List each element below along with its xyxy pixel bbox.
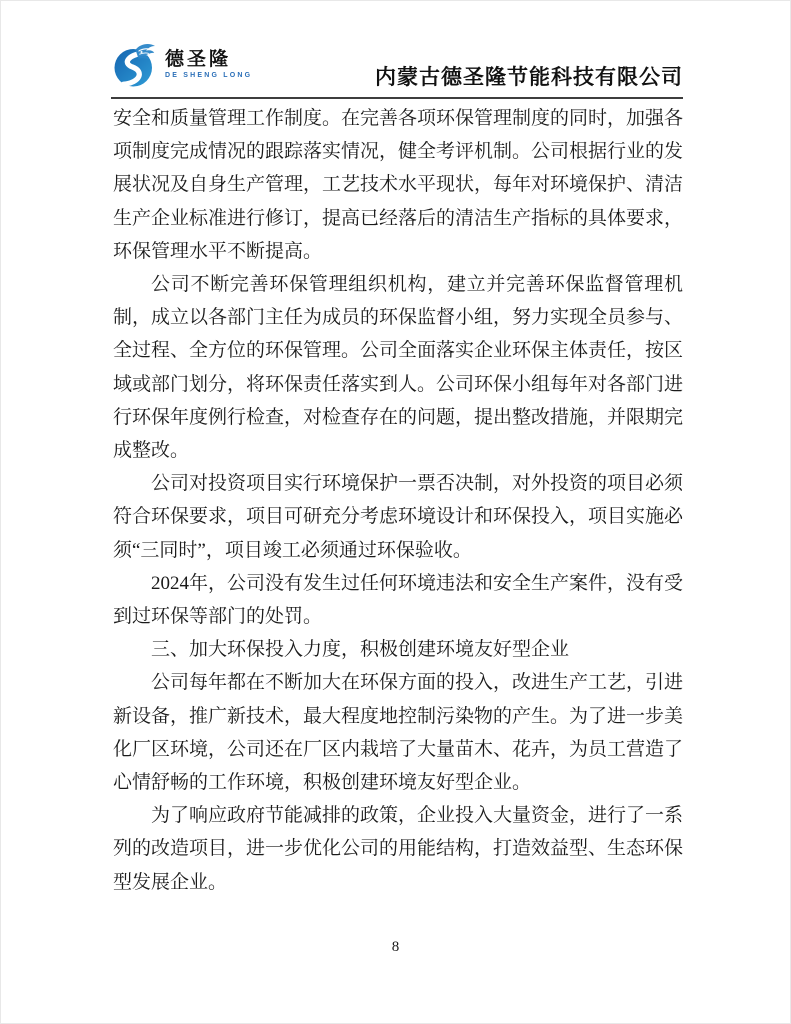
section-heading: 三、加大环保投入力度，积极创建环境友好型企业 xyxy=(151,639,570,661)
paragraph: 公司对投资项目实行环境保护一票否决制，对外投资的项目必须符合环保要求，项目可研充分考虑环境设计和环保投入，项目实施必须“三同时”，项目竣工必须通过环保验收。 xyxy=(113,473,684,561)
header-divider xyxy=(111,97,683,99)
paragraph: 公司不断完善环保管理组织机构，建立并完善环保监督管理机制，成立以各部门主任为成员的环保监督小组，努力实现全员参与、全过程、全方位的环保管理。公司全面落实企业环保主体责任，按区域或部门划分，将环保责任落实到人。公司环保小组每年对各部门进行环保年度例行检查，对检查存在的问题，提出整改措施，并限期完成整改。 xyxy=(113,274,684,462)
logo-name-cn: 德圣隆 xyxy=(165,48,232,70)
document-body xyxy=(113,102,683,899)
logo-name-en: DE SHENG LONG xyxy=(165,71,253,79)
company-name: 内蒙古德圣隆节能科技有限公司 xyxy=(375,65,683,89)
paragraph: 公司每年都在不断加大在环保方面的投入，改进生产工艺，引进新设备，推广新技术，最大程度地控制污染物的产生。为了进一步美化厂区环境，公司还在厂区内栽培了大量苗木、花卉，为员工营造了心情舒畅的工作环境，积极创建环境友好型企业。 xyxy=(113,672,684,794)
paragraph: 2024年，公司没有发生过任何环境违法和安全生产案件，没有受到过环保等部门的处罚。 xyxy=(113,572,684,628)
paragraph: 安全和质量管理工作制度。在完善各项环保管理制度的同时，加强各项制度完成情况的跟踪落实情况，健全考评机制。公司根据行业的发展状况及自身生产管理，工艺技术水平现状，每年对环境保护、清洁生产企业标准进行修订，提高已经落后的清洁生产指标的具体要求，环保管理水平不断提高。 xyxy=(113,108,684,262)
page-number: 8 xyxy=(391,939,400,955)
company-logo xyxy=(113,39,252,89)
page-header xyxy=(111,1,683,98)
logo-wordmark xyxy=(165,50,252,79)
dragon-s-logo-icon xyxy=(113,39,161,89)
paragraph: 为了响应政府节能减排的政策，企业投入大量资金，进行了一系列的改造项目，进一步优化公司的用能结构，打造效益型、生态环保型发展企业。 xyxy=(113,805,684,893)
